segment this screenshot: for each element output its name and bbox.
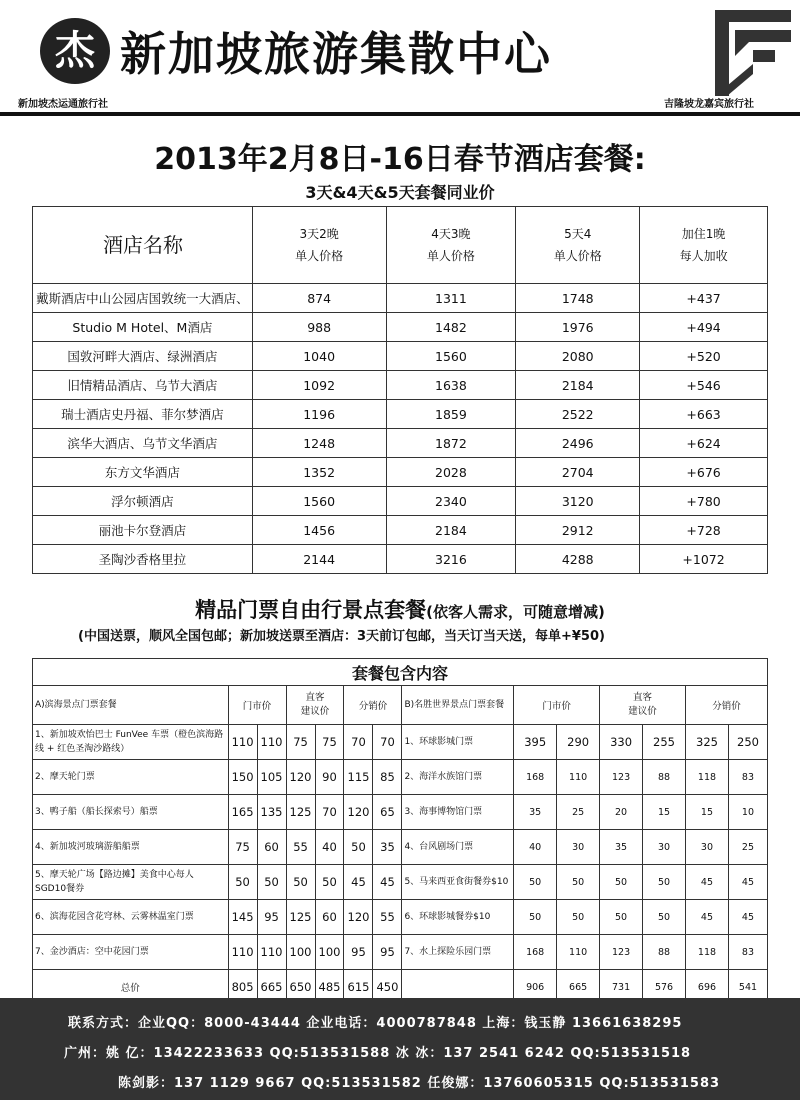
package-a-price: 145 [228,900,257,935]
hotel-name: 圣陶沙香格里拉 [33,545,253,574]
ticket-section-title: 精品门票自由行景点套餐(依客人需求，可随意增减) [195,598,605,622]
price-3d: 1196 [252,400,386,429]
package-b-price: 83 [728,760,767,795]
price-4d: 2340 [386,487,516,516]
price-extra: +546 [640,371,768,400]
package-a-price: 50 [344,830,373,865]
price-5d: 1976 [516,313,640,342]
package-b-price: 50 [557,900,600,935]
package-a-price: 90 [315,760,344,795]
price-4d: 1638 [386,371,516,400]
package-b-price: 40 [514,830,557,865]
package-b-price: 50 [600,900,643,935]
price-3d: 874 [252,284,386,313]
price-extra: +728 [640,516,768,545]
package-b-price: 25 [728,830,767,865]
table-row [33,795,768,830]
brand-mark-icon [713,8,793,98]
table-row [33,429,768,458]
package-b-price: 118 [686,760,729,795]
hotel-section-title: 2013年2月8日-16日春节酒店套餐: [154,142,646,177]
package-b-price: 25 [557,795,600,830]
package-a-price: 100 [286,935,315,970]
package-a-price: 70 [344,725,373,760]
table-row [33,487,768,516]
package-a-price: 45 [373,865,402,900]
price-3d: 2144 [252,545,386,574]
price-extra: +780 [640,487,768,516]
package-b-price: 110 [557,935,600,970]
package-b-price: 30 [643,830,686,865]
total-b-6: 541 [728,970,767,1005]
package-a-price: 70 [373,725,402,760]
ticket-table-title: 套餐包含内容 [33,659,768,686]
package-b-price: 35 [514,795,557,830]
hotel-price-table [32,206,768,574]
package-b-price: 50 [514,865,557,900]
total-a-4: 485 [315,970,344,1005]
package-a-price: 165 [228,795,257,830]
contact-line-2: 广州：姚 亿：13422233633 QQ:513531588 冰 冰：137 2541 6242 QQ:513531518 [64,1046,692,1061]
col-hotel-name: 酒店名称 [33,207,253,284]
package-b-price: 118 [686,935,729,970]
package-a-item: 7、金沙酒店：空中花园门票 [33,935,229,970]
table-row [33,865,768,900]
package-b-price: 168 [514,935,557,970]
package-b-item: 5、马来西亚食街餐券$10 [402,865,514,900]
package-a-price: 55 [286,830,315,865]
package-b-price: 123 [600,760,643,795]
package-b-item: 4、台风剧场门票 [402,830,514,865]
right-company: 吉隆坡龙嘉宾旅行社 [664,99,754,110]
table-row [33,725,768,760]
total-label: 总价 [33,970,229,1005]
table-header-row [33,207,768,284]
table-row [33,458,768,487]
price-extra: +520 [640,342,768,371]
total-b-2: 665 [557,970,600,1005]
price-4d: 2184 [386,516,516,545]
hotel-name: 国敦河畔大酒店、绿洲酒店 [33,342,253,371]
price-5d: 2522 [516,400,640,429]
contact-footer [0,998,800,1100]
header-divider [0,112,800,116]
package-a-price: 95 [373,935,402,970]
hotel-name: 戴斯酒店中山公园店国敦统一大酒店、 [33,284,253,313]
table-row [33,760,768,795]
table-row [33,371,768,400]
package-b-price: 168 [514,760,557,795]
package-b-price: 45 [686,865,729,900]
package-a-price: 60 [257,830,286,865]
hotel-name: 丽池卡尔登酒店 [33,516,253,545]
package-a-price: 50 [228,865,257,900]
price-5d: 2080 [516,342,640,371]
package-a-price: 75 [315,725,344,760]
price-4d: 1311 [386,284,516,313]
package-a-price: 75 [286,725,315,760]
package-a-item: 1、新加坡欢怡巴士 FunVee 车票（橙色滨海路线 + 红色圣淘沙路线） [33,725,229,760]
package-b-price: 30 [557,830,600,865]
package-b-price: 15 [686,795,729,830]
hotel-name: 浮尔顿酒店 [33,487,253,516]
hotel-name: 东方文华酒店 [33,458,253,487]
price-5d: 1748 [516,284,640,313]
dist-price-header-b: 分销价 [686,686,768,725]
table-row [33,342,768,371]
total-b-3: 731 [600,970,643,1005]
contact-line-1: 联系方式：企业QQ：8000-43444 企业电话：4000787848 上海：钱玉静 13661638295 [68,1016,683,1031]
package-a-price: 50 [257,865,286,900]
price-extra: +437 [640,284,768,313]
package-b-price: 290 [557,725,600,760]
price-5d: 4288 [516,545,640,574]
package-a-price: 75 [228,830,257,865]
hotel-name: 瑞士酒店史丹福、菲尔梦酒店 [33,400,253,429]
dist-price-header: 分销价 [344,686,402,725]
price-extra: +663 [640,400,768,429]
package-a-item: 6、滨海花园含花穹林、云雾林温室门票 [33,900,229,935]
package-a-price: 95 [344,935,373,970]
package-b-price: 30 [686,830,729,865]
package-a-price: 60 [315,900,344,935]
package-a-price: 50 [286,865,315,900]
price-extra: +494 [640,313,768,342]
package-a-price: 65 [373,795,402,830]
package-b-item: 3、海事博物馆门票 [402,795,514,830]
gate-price-header: 门市价 [228,686,286,725]
table-row [33,545,768,574]
package-b-price: 330 [600,725,643,760]
page-title: 新加坡旅游集散中心 [120,27,552,81]
right-package-header: B)名胜世界景点门票套餐 [402,686,514,725]
gate-price-header-b: 门市价 [514,686,600,725]
package-a-price: 110 [257,725,286,760]
package-b-item: 2、海洋水族馆门票 [402,760,514,795]
ticket-delivery-note: (中国送票，顺风全国包邮；新加坡送票至酒店：3天前订包邮，当天订当天送，每单+¥50) [78,629,605,644]
price-3d: 1352 [252,458,386,487]
package-b-price: 110 [557,760,600,795]
package-b-price: 45 [728,865,767,900]
hotel-name: 滨华大酒店、乌节文华酒店 [33,429,253,458]
package-b-price: 20 [600,795,643,830]
price-3d: 1456 [252,516,386,545]
package-b-price: 88 [643,935,686,970]
price-5d: 3120 [516,487,640,516]
package-a-price: 100 [315,935,344,970]
package-b-price: 35 [600,830,643,865]
left-company: 新加坡杰运通旅行社 [18,99,108,110]
package-b-price: 50 [557,865,600,900]
table-row [33,284,768,313]
package-b-price: 50 [643,865,686,900]
price-3d: 1092 [252,371,386,400]
hotel-name: 旧情精品酒店、乌节大酒店 [33,371,253,400]
package-a-item: 3、鸭子船（船长探索号）船票 [33,795,229,830]
package-a-price: 115 [344,760,373,795]
package-a-price: 85 [373,760,402,795]
contact-line-3: 陈剑影：137 1129 9667 QQ:513531582 任俊娜：13760605315 QQ:513531583 [118,1076,721,1091]
col-5d4n: 5天4 单人价格 [516,207,640,284]
price-3d: 1248 [252,429,386,458]
package-b-item: 1、环球影城门票 [402,725,514,760]
total-b-1: 906 [514,970,557,1005]
table-row [33,900,768,935]
package-a-price: 125 [286,795,315,830]
price-4d: 1872 [386,429,516,458]
package-a-price: 120 [344,900,373,935]
package-a-item: 5、摩天轮广场【路边摊】美食中心每人 SGD10餐券 [33,865,229,900]
package-b-item: 6、环球影城餐券$10 [402,900,514,935]
package-b-price: 45 [686,900,729,935]
package-b-price: 83 [728,935,767,970]
table-row [33,830,768,865]
package-a-price: 110 [257,935,286,970]
price-4d: 1560 [386,342,516,371]
package-a-price: 110 [228,725,257,760]
price-4d: 1859 [386,400,516,429]
total-a-6: 450 [373,970,402,1005]
price-4d: 2028 [386,458,516,487]
package-b-price: 15 [643,795,686,830]
package-b-price: 50 [643,900,686,935]
package-a-price: 120 [344,795,373,830]
package-b-price: 88 [643,760,686,795]
price-4d: 1482 [386,313,516,342]
price-extra: +1072 [640,545,768,574]
col-3d2n: 3天2晚 单人价格 [252,207,386,284]
total-a-1: 805 [228,970,257,1005]
package-a-price: 125 [286,900,315,935]
package-b-price: 45 [728,900,767,935]
total-b-4: 576 [643,970,686,1005]
price-extra: +624 [640,429,768,458]
total-a-3: 650 [286,970,315,1005]
package-a-price: 45 [344,865,373,900]
price-3d: 1040 [252,342,386,371]
col-4d3n: 4天3晚 单人价格 [386,207,516,284]
total-b-5: 696 [686,970,729,1005]
price-extra: +676 [640,458,768,487]
hotel-section-subtitle: 3天&4天&5天套餐同业价 [305,183,495,202]
package-a-price: 70 [315,795,344,830]
price-4d: 3216 [386,545,516,574]
package-b-price: 325 [686,725,729,760]
package-a-price: 35 [373,830,402,865]
package-b-price: 123 [600,935,643,970]
package-a-price: 50 [315,865,344,900]
price-5d: 2496 [516,429,640,458]
total-a-5: 615 [344,970,373,1005]
package-a-price: 95 [257,900,286,935]
table-row [33,400,768,429]
package-a-price: 120 [286,760,315,795]
package-a-price: 55 [373,900,402,935]
ticket-package-table [32,658,768,1005]
price-3d: 988 [252,313,386,342]
package-a-price: 135 [257,795,286,830]
package-a-price: 105 [257,760,286,795]
price-5d: 2704 [516,458,640,487]
package-a-item: 2、摩天轮门票 [33,760,229,795]
hotel-name: Studio M Hotel、M酒店 [33,313,253,342]
package-b-price: 10 [728,795,767,830]
direct-price-header: 直客 建议价 [286,686,344,725]
table-row [33,313,768,342]
package-a-price: 110 [228,935,257,970]
col-extra-night: 加住1晚 每人加收 [640,207,768,284]
ticket-table-header [33,686,768,725]
total-a-2: 665 [257,970,286,1005]
table-row [33,516,768,545]
package-b-price: 250 [728,725,767,760]
table-row [33,935,768,970]
package-a-price: 150 [228,760,257,795]
direct-price-header-b: 直客 建议价 [600,686,686,725]
price-5d: 2184 [516,371,640,400]
package-b-price: 255 [643,725,686,760]
left-package-header: A)滨海景点门票套餐 [33,686,229,725]
package-b-price: 395 [514,725,557,760]
company-logo: 杰 [40,18,110,84]
price-5d: 2912 [516,516,640,545]
package-a-item: 4、新加坡河玻璃游船船票 [33,830,229,865]
price-3d: 1560 [252,487,386,516]
package-b-price: 50 [600,865,643,900]
package-b-price: 50 [514,900,557,935]
package-a-price: 40 [315,830,344,865]
package-b-item: 7、水上探险乐园门票 [402,935,514,970]
